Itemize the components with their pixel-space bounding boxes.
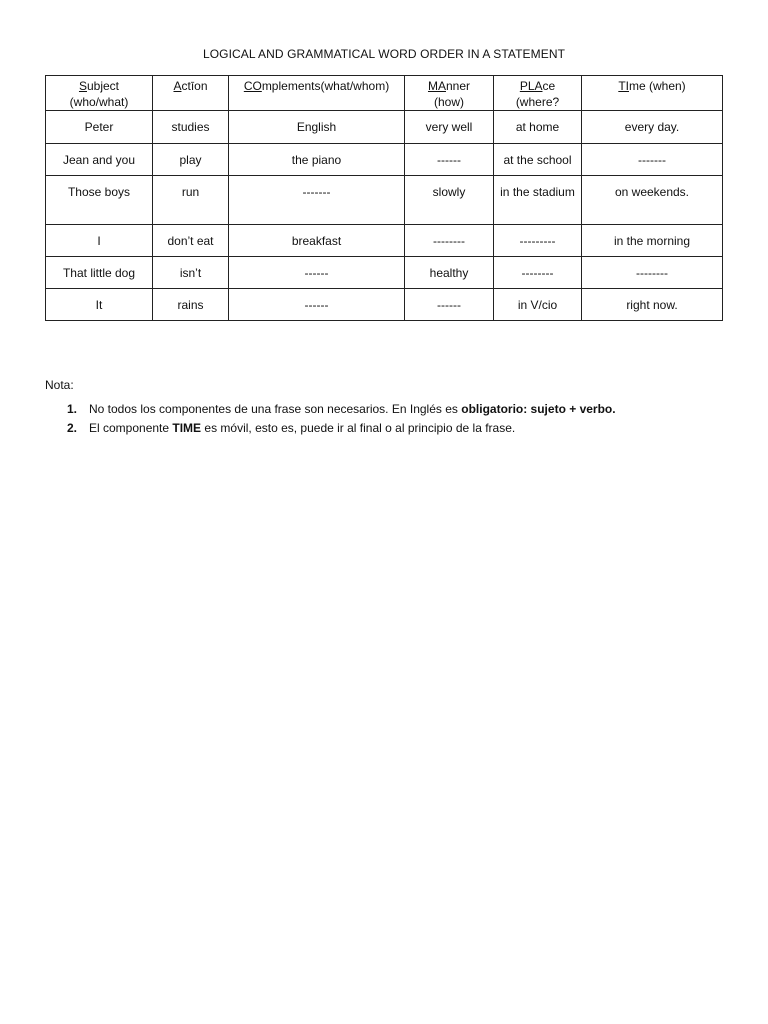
cell-manner: healthy [405,257,494,289]
cell-place: in the stadium [494,176,582,225]
cell-time: in the morning [582,225,723,257]
cell-subject: I [46,225,153,257]
note-text: El componente TIME es móvil, esto es, puede ir al final o al principio de la frase. [89,421,516,435]
cell-manner: slowly [405,176,494,225]
cell-complements: English [229,111,405,144]
table-row [46,144,723,176]
table-row [46,111,723,144]
cell-complements: breakfast [229,225,405,257]
header-action: Actīon [153,76,229,111]
cell-subject: Those boys [46,176,153,225]
table-header-row [46,76,723,111]
cell-place: at the school [494,144,582,176]
cell-complements: ------ [229,289,405,321]
cell-action: play [153,144,229,176]
header-time: TIme (when) [582,76,723,111]
table-row [46,176,723,225]
cell-manner: -------- [405,225,494,257]
cell-subject: Peter [46,111,153,144]
note-number: 1. [67,402,78,416]
table-row [46,257,723,289]
word-order-table [45,75,723,321]
table-row [46,289,723,321]
header-place: PLAce (where? [494,76,582,111]
cell-subject: Jean and you [46,144,153,176]
note-number: 2. [67,421,78,435]
note-text: No todos los componentes de una frase son necesarios. En Inglés es obligatorio: sujeto + verbo. [89,402,616,416]
cell-place: at home [494,111,582,144]
cell-action: don’t eat [153,225,229,257]
cell-action: run [153,176,229,225]
header-subject: Subject (who/what) [46,76,153,111]
notes-list [45,400,616,438]
note-item [45,419,616,438]
notes-label: Nota: [45,378,74,392]
note-item [45,400,616,419]
cell-subject: That little dog [46,257,153,289]
cell-manner: very well [405,111,494,144]
header-complements: COmplements(what/whom) [229,76,405,111]
cell-manner: ------ [405,289,494,321]
cell-manner: ------ [405,144,494,176]
cell-time: every day. [582,111,723,144]
document-title: LOGICAL AND GRAMMATICAL WORD ORDER IN A STATEMENT [202,47,566,61]
cell-action: isn’t [153,257,229,289]
cell-time: on weekends. [582,176,723,225]
cell-place: in V/cio [494,289,582,321]
cell-action: rains [153,289,229,321]
cell-time: ------- [582,144,723,176]
cell-complements: ------ [229,257,405,289]
cell-time: right now. [582,289,723,321]
cell-subject: It [46,289,153,321]
table-row [46,225,723,257]
cell-complements: ------- [229,176,405,225]
header-manner: MAnner (how) [405,76,494,111]
cell-action: studies [153,111,229,144]
cell-complements: the piano [229,144,405,176]
cell-time: -------- [582,257,723,289]
cell-place: -------- [494,257,582,289]
cell-place: --------- [494,225,582,257]
